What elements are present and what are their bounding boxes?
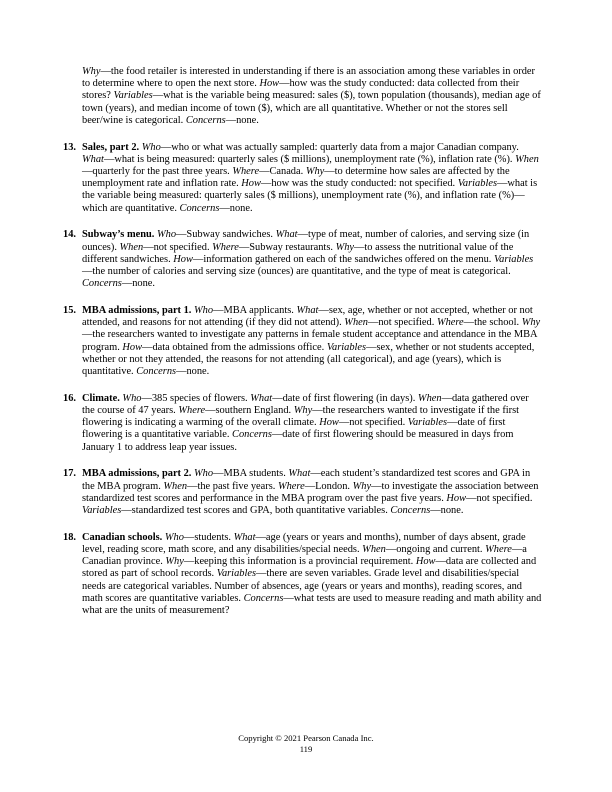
text-run: —what is being measured: quarterly sales ($ millions), unemployment rate (%), inflation rate (%). bbox=[103, 153, 516, 165]
field-label: Concerns bbox=[136, 366, 177, 378]
field-label: Why bbox=[293, 405, 313, 417]
text-run: —data gathered over the course of 47 years. bbox=[82, 392, 529, 417]
field-label: What bbox=[250, 392, 273, 404]
text-run: —information gathered on each of the sandwiches offered on the menu. bbox=[192, 253, 494, 265]
field-label: Concerns bbox=[179, 202, 220, 214]
item-number: 13. bbox=[63, 141, 76, 153]
field-label: Variables bbox=[216, 568, 257, 580]
field-label: What bbox=[296, 305, 319, 317]
text-run: —none. bbox=[176, 366, 210, 378]
text-run: —sex, age, whether or not accepted, whether or not attended, and reasons for not attending (if they did not attend). bbox=[82, 305, 533, 329]
text-run: —date of first flowering (in days). bbox=[272, 392, 418, 404]
text-run: —Subway restaurants. bbox=[238, 241, 336, 253]
document-body bbox=[63, 66, 542, 632]
item-title: Sales, part 2. bbox=[82, 141, 140, 153]
text-run: —each student’s standardized test scores and GPA in the MBA program. bbox=[82, 468, 531, 492]
field-label: Who bbox=[164, 531, 184, 543]
field-label: Where bbox=[485, 544, 512, 556]
field-label: Who bbox=[156, 229, 177, 241]
field-label: When bbox=[417, 392, 442, 404]
item-title: Canadian schools. bbox=[82, 531, 163, 543]
answer-item bbox=[63, 305, 542, 378]
text-run: —sex, whether or not students accepted, whether or not they attended, the reasons for not attending (all categorical), and age (years), which is quantitative. bbox=[82, 341, 535, 378]
item-title: MBA admissions, part 1. bbox=[82, 305, 192, 317]
field-label: What bbox=[288, 468, 311, 480]
text-run: —the food retailer is interested in understanding if there is an association among these variables in order to determine where to open the next store. bbox=[82, 66, 536, 90]
text-run: —none. bbox=[225, 114, 259, 126]
field-label: When bbox=[362, 544, 386, 556]
text-run: —MBA applicants. bbox=[213, 305, 297, 317]
text-run: —who or what was actually sampled: quarterly data from a major Canadian company. bbox=[160, 141, 519, 153]
text-run: —age (years or years and months), number of days absent, grade level, reading score, math score, and any disabilities/special needs. bbox=[82, 531, 526, 556]
field-label: Variables bbox=[326, 341, 367, 353]
text-run: —none. bbox=[430, 505, 464, 517]
answer-item bbox=[63, 468, 542, 517]
item-title: Climate. bbox=[82, 392, 120, 404]
field-label: When bbox=[515, 153, 539, 165]
text-run: —ongoing and current. bbox=[385, 544, 486, 556]
field-label: Why bbox=[335, 241, 355, 253]
field-label: Concerns bbox=[390, 505, 431, 517]
text-run: —not specified. bbox=[338, 417, 408, 429]
item-number: 15. bbox=[63, 305, 76, 317]
field-label: What bbox=[275, 229, 298, 241]
item-number: 18. bbox=[63, 531, 76, 543]
text-run: —385 species of flowers. bbox=[141, 392, 251, 404]
field-label: How bbox=[122, 341, 143, 353]
field-label: When bbox=[119, 241, 144, 253]
field-label: Where bbox=[232, 166, 260, 178]
field-label: Concerns bbox=[185, 114, 226, 126]
field-label: Who bbox=[122, 392, 142, 404]
text-run: —what is the variable being measured: quarterly sales ($ millions), unemployment rate (%), and inflation rate (%)—which are quantitative. bbox=[82, 178, 538, 214]
field-label: Why bbox=[82, 66, 101, 77]
text-run: —the researchers wanted to investigate any patterns in female student acceptance and attendance in the MBA program. bbox=[82, 329, 537, 353]
text-run: —keeping this information is a provincial requirement. bbox=[183, 556, 416, 568]
answer-item bbox=[63, 531, 542, 617]
text-run: —to investigate the association between standardized test scores and performance in the MBA program over the past five years. bbox=[82, 480, 539, 504]
field-label: Concerns bbox=[82, 278, 122, 290]
field-label: How bbox=[319, 417, 339, 429]
item-title: MBA admissions, part 2. bbox=[82, 468, 192, 480]
text-run: —date of first flowering is a quantitative variable. bbox=[82, 417, 506, 441]
text-run: —not specified. bbox=[143, 241, 213, 253]
field-label: Who bbox=[194, 305, 214, 317]
text-run: —not specified. bbox=[367, 317, 437, 329]
text-run: —date of first flowering should be measured in days from January 1 to address leap year issues. bbox=[82, 429, 514, 453]
field-label: Why bbox=[305, 166, 325, 178]
field-label: How bbox=[241, 178, 261, 190]
text-run: —none. bbox=[121, 278, 156, 290]
intro-paragraph bbox=[82, 66, 542, 127]
item-number: 14. bbox=[63, 229, 76, 241]
field-label: When bbox=[163, 480, 188, 492]
field-label: How bbox=[415, 556, 436, 568]
field-label: How bbox=[259, 78, 280, 90]
field-label: Where bbox=[277, 480, 305, 492]
field-label: Where bbox=[178, 405, 206, 417]
text-run: —what tests are used to measure reading and math ability and what are the units of measurement? bbox=[82, 592, 542, 617]
page-number: 119 bbox=[299, 744, 313, 754]
text-run: —to assess the nutritional value of the different sandwiches. bbox=[82, 241, 514, 265]
field-label: Why bbox=[352, 480, 372, 492]
text-run: —what is the variable being measured: sales ($), town population (thousands), median age of town (years), and median income of town ($), which are all quantitative. Whether or not the stores sell beer/wine is categorical. bbox=[82, 90, 541, 126]
answer-item bbox=[63, 392, 542, 454]
field-label: Who bbox=[194, 468, 214, 480]
text-run: —type of meat, number of calories, and serving size (in ounces). bbox=[82, 229, 530, 253]
answer-item bbox=[63, 229, 542, 290]
text-run: —a Canadian province. bbox=[82, 544, 527, 568]
item-number: 17. bbox=[63, 468, 76, 480]
field-label: What bbox=[82, 153, 104, 165]
field-label: Concerns bbox=[243, 592, 284, 604]
field-label: How bbox=[446, 492, 467, 504]
text-run: —not specified. bbox=[466, 492, 533, 504]
text-run: —quarterly for the past three years. bbox=[82, 166, 233, 178]
field-label: Variables bbox=[113, 90, 153, 102]
answer-item bbox=[63, 141, 542, 215]
item-number: 16. bbox=[63, 392, 76, 404]
field-label: How bbox=[173, 253, 193, 265]
text-run: —MBA students. bbox=[213, 468, 289, 480]
text-run: —Canada. bbox=[259, 166, 306, 178]
field-label: Variables bbox=[407, 417, 448, 429]
field-label: Why bbox=[521, 317, 541, 329]
field-label: Where bbox=[436, 317, 464, 329]
text-run: —data obtained from the admissions office. bbox=[142, 341, 327, 353]
text-run: —the researchers wanted to investigate if the first flowering is indicating a warming of the overall climate. bbox=[82, 405, 520, 429]
text-run: —the number of calories and serving size (ounces) are quantitative, and the type of meat is categorical. bbox=[82, 266, 511, 278]
text-run: —none. bbox=[219, 202, 253, 214]
text-run: —the school. bbox=[463, 317, 522, 329]
copyright-line: Copyright © 2021 Pearson Canada Inc. bbox=[238, 733, 374, 743]
field-label: Who bbox=[141, 141, 161, 153]
text-run: —standardized test scores and GPA, both quantitative variables. bbox=[121, 505, 391, 517]
field-label: Variables bbox=[82, 505, 122, 517]
text-run: —to determine how sales are affected by the unemployment rate and inflation rate. bbox=[82, 166, 510, 190]
field-label: Why bbox=[165, 556, 184, 568]
field-label: When bbox=[344, 317, 368, 329]
field-label: Where bbox=[212, 241, 239, 253]
text-run: —students. bbox=[183, 531, 234, 543]
text-run: —southern England. bbox=[205, 405, 294, 417]
field-label: Variables bbox=[493, 253, 534, 265]
field-label: What bbox=[233, 531, 256, 543]
item-title: Subway’s menu. bbox=[82, 229, 155, 241]
field-label: Concerns bbox=[232, 429, 272, 441]
text-run: —data are collected and stored as part of school records. bbox=[82, 556, 537, 580]
text-run: —London. bbox=[304, 480, 353, 492]
text-run: —Subway sandwiches. bbox=[176, 229, 276, 241]
text-run: —how was the study conducted: data collected from their stores? bbox=[82, 78, 520, 102]
text-run: —the past five years. bbox=[187, 480, 278, 492]
answer-list bbox=[63, 141, 542, 618]
text-run: —there are seven variables. Grade level and disabilities/special needs are categorical variables. Number of absences, age (years or years and months), reading scores, and math scores are quantitative variables. bbox=[82, 568, 522, 604]
field-label: Variables bbox=[457, 178, 497, 190]
text-run: —how was the study conducted: not specified. bbox=[260, 178, 458, 190]
